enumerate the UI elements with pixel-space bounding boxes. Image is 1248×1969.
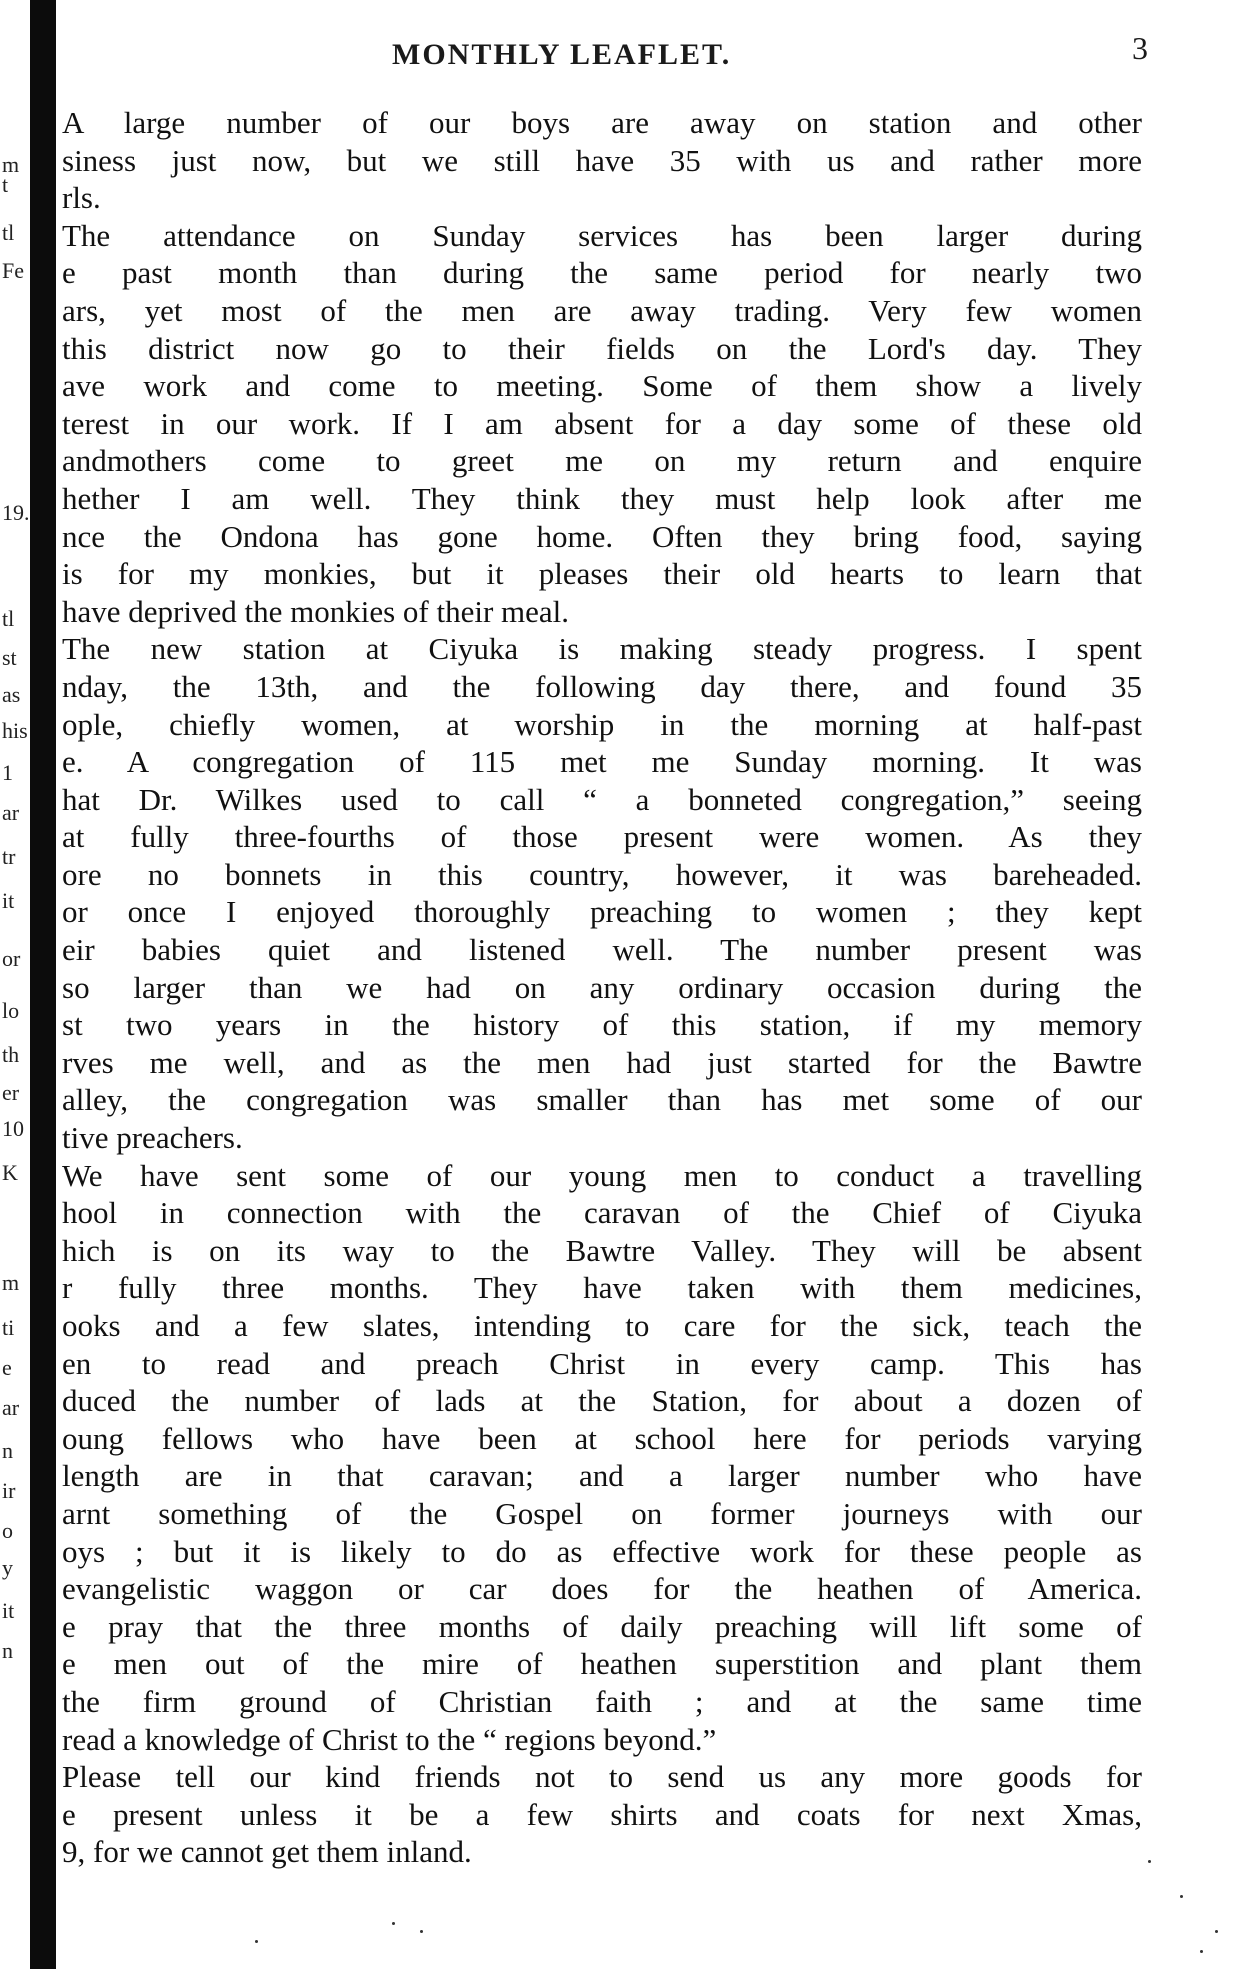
text-line: e men out of the mire of heathen superstition and plant them [62,1646,1142,1682]
text-line: Please tell our kind friends not to send us any more goods for [62,1759,1142,1795]
text-line: hool in connection with the caravan of the Chief of Ciyuka [62,1195,1142,1231]
text-line: alley, the congregation was smaller than has met some of our [62,1082,1142,1118]
text-line: 9, for we cannot get them inland. [62,1834,472,1870]
text-line: is for my monkies, but it pleases their old hearts to learn that [62,556,1142,592]
text-line: evangelistic waggon or car does for the heathen of America. [62,1571,1142,1607]
text-line: at fully three-fourths of those present were women. As they [62,819,1142,855]
margin-fragment: th [2,1042,20,1067]
text-line: length are in that caravan; and a larger number who have [62,1458,1142,1494]
page-number: 3 [1132,30,1148,66]
text-line: oung fellows who have been at school here for periods varying [62,1420,1142,1456]
text-line: r fully three months. They have taken with them medicines, [62,1270,1142,1306]
text-line: en to read and preach Christ in every camp. This has [62,1345,1142,1381]
text-line: e present unless it be a few shirts and coats for next Xmas, [62,1796,1142,1832]
text-line: e. A congregation of 115 met me Sunday morning. It was [62,744,1142,780]
text-line: nce the Ondona has gone home. Often they bring food, saying [62,518,1142,554]
left-margin-fragments [0,0,30,1969]
text-line: hether I am well. They think they must help look after me [62,480,1142,516]
text-line: ople, chiefly women, at worship in the morning at half-past [62,706,1142,742]
text-line: eir babies quiet and listened well. The number present was [62,932,1142,968]
text-line: oys ; but it is likely to do as effective work for these people as [62,1533,1142,1569]
margin-fragment: o [2,1518,13,1543]
margin-fragment: m [2,1270,20,1295]
text-line: nday, the 13th, and the following day there, and found 35 [62,668,1142,704]
text-line: ars, yet most of the men are away trading. Very few women [62,292,1142,328]
margin-fragment: 19. [2,500,30,525]
binding-edge [30,0,56,1969]
margin-fragment: K [2,1160,18,1185]
margin-fragment: ir [2,1478,16,1503]
margin-fragment: Fe [2,258,24,283]
text-line: arnt something of the Gospel on former journeys with our [62,1495,1142,1531]
margin-fragment: lo [2,998,20,1023]
text-line: e pray that the three months of daily preaching will lift some of [62,1608,1142,1644]
margin-fragment: it [2,888,15,913]
margin-fragment: st [2,645,17,670]
margin-fragment: n [2,1638,13,1663]
text-line: hich is on its way to the Bawtre Valley. They will be absent [62,1232,1142,1268]
text-line: have deprived the monkies of their meal. [62,593,570,629]
margin-fragment: it [2,1598,15,1623]
margin-fragment: tl [2,220,15,245]
text-line: so larger than we had on any ordinary occasion during the [62,969,1142,1005]
text-line: The attendance on Sunday services has been larger during [62,217,1142,253]
margin-fragment: or [2,946,21,971]
margin-fragment: his [2,718,28,743]
text-line: We have sent some of our young men to conduct a travelling [62,1157,1142,1193]
text-line: or once I enjoyed thoroughly preaching to women ; they kept [62,894,1142,930]
margin-fragment: as [2,682,21,707]
text-line: rves me well, and as the men had just started for the Bawtre [62,1044,1142,1080]
margin-fragment: tl [2,606,15,631]
margin-fragment: ti [2,1315,15,1340]
text-line: ave work and come to meeting. Some of them show a lively [62,368,1142,404]
text-line: hat Dr. Wilkes used to call “ a bonneted congregation,” seeing [62,781,1142,817]
running-head: MONTHLY LEAFLET. [392,38,732,71]
text-line: ooks and a few slates, intending to care for the sick, teach the [62,1308,1142,1343]
body-text [62,104,1142,1871]
text-line: tive preachers. [62,1120,243,1156]
margin-fragment: ar [2,800,20,825]
margin-fragment: n [2,1438,13,1463]
margin-fragment: t [2,172,9,197]
text-line: The new station at Ciyuka is making steady progress. I spent [62,631,1142,667]
margin-fragment: tr [2,844,16,869]
margin-fragment: 10 [2,1116,24,1141]
text-line: rls. [62,180,101,216]
margin-fragment: e [2,1355,12,1380]
margin-fragment: er [2,1080,20,1105]
margin-fragment: m [2,152,20,177]
text-line: ore no bonnets in this country, however, it was bareheaded. [62,856,1142,892]
text-line: e past month than during the same period for nearly two [62,255,1142,291]
text-line: siness just now, but we still have 35 with us and rather more [62,142,1142,178]
text-line: duced the number of lads at the Station, for about a dozen of [62,1383,1142,1419]
margin-fragment: 1 [2,760,13,785]
text-line: the firm ground of Christian faith ; and at the same time [62,1683,1142,1719]
margin-fragment: ar [2,1395,20,1420]
text-line: read a knowledge of Christ to the “ regions beyond.” [62,1721,717,1757]
text-line: terest in our work. If I am absent for a day some of these old [62,405,1142,441]
text-line: this district now go to their fields on the Lord's day. They [62,330,1142,366]
text-line: A large number of our boys are away on station and other [62,105,1142,140]
text-line: andmothers come to greet me on my return and enquire [62,443,1142,479]
text-line: st two years in the history of this station, if my memory [62,1007,1142,1043]
margin-fragment: y [2,1555,13,1580]
